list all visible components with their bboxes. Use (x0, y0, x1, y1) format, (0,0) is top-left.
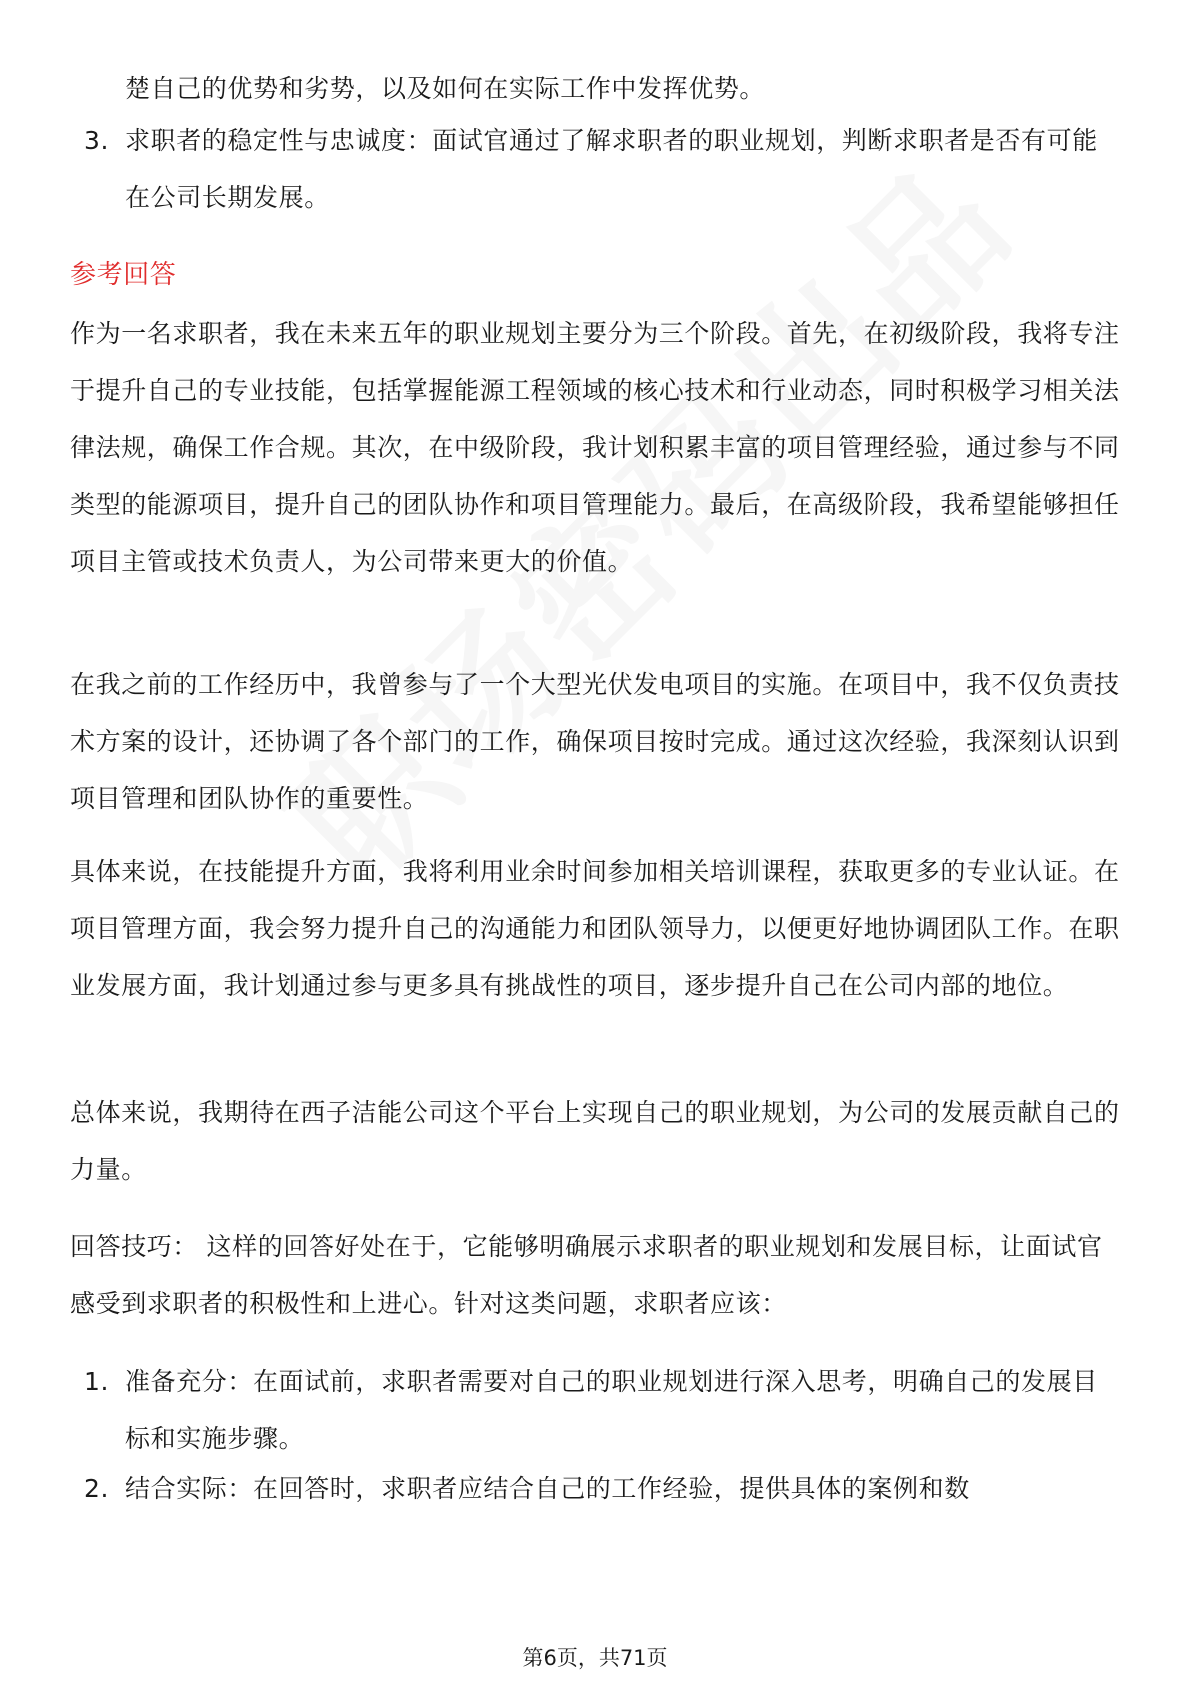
tips-paragraph: 回答技巧： 这样的回答好处在于，它能够明确展示求职者的职业规划和发展目标，让面试官感受到求职者的积极性和上进心。针对这类问题，求职者应该： (70, 1232, 1103, 1318)
section-title: 参考回答 (70, 260, 177, 290)
list-item (70, 1353, 1120, 1467)
list-text: 求职者的稳定性与忠诚度：面试官通过了解求职者的职业规划，判断求职者是否有可能在公司长期发展。 (125, 126, 1098, 212)
paragraph: 总体来说，我期待在西子洁能公司这个平台上实现自己的职业规划，为公司的发展贡献自己的力量。 (70, 1098, 1120, 1184)
paragraph: 在我之前的工作经历中，我曾参与了一个大型光伏发电项目的实施。在项目中，我不仅负责技术方案的设计，还协调了各个部门的工作，确保项目按时完成。通过这次经验，我深刻认识到项目管理和团队协作的重要性。 (70, 670, 1120, 813)
continued-list-line: 楚自己的优势和劣势，以及如何在实际工作中发挥优势。 (125, 74, 766, 103)
list-text: 准备充分：在面试前，求职者需要对自己的职业规划进行深入思考，明确自己的发展目标和实施步骤。 (125, 1367, 1098, 1453)
page-footer: 第6页，共71页 (522, 1646, 668, 1670)
list-item (70, 1460, 1120, 1517)
list-number: 2. (84, 1474, 110, 1503)
paragraph: 作为一名求职者，我在未来五年的职业规划主要分为三个阶段。首先，在初级阶段，我将专注于提升自己的专业技能，包括掌握能源工程领域的核心技术和行业动态，同时积极学习相关法律法规，确保工作合规。其次，在中级阶段，我计划积累丰富的项目管理经验，通过参与不同类型的能源项目，提升自己的团队协作和项目管理能力。最后，在高级阶段，我希望能够担任项目主管或技术负责人，为公司带来更大的价值。 (70, 319, 1120, 576)
list-text: 结合实际：在回答时，求职者应结合自己的工作经验，提供具体的案例和数 (125, 1474, 970, 1503)
list-number: 3. (84, 126, 110, 155)
list-number: 1. (84, 1367, 110, 1396)
list-item (70, 112, 1120, 226)
paragraph: 具体来说，在技能提升方面，我将利用业余时间参加相关培训课程，获取更多的专业认证。在项目管理方面，我会努力提升自己的沟通能力和团队领导力，以便更好地协调团队工作。在职业发展方面，我计划通过参与更多具有挑战性的项目，逐步提升自己在公司内部的地位。 (70, 857, 1120, 1000)
